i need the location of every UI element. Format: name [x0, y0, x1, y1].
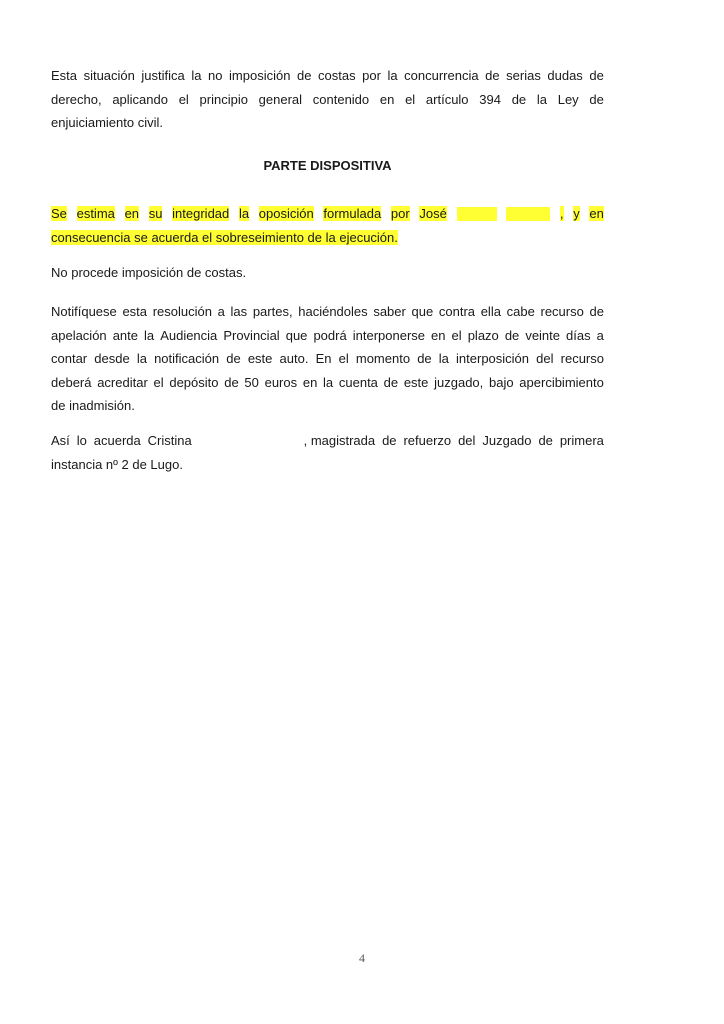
word: auto. [279, 351, 309, 367]
p2-word: su [148, 206, 163, 222]
word: la [536, 91, 547, 107]
word: de [589, 304, 604, 320]
p5-line-1 [51, 429, 604, 453]
p2-word: integridad [172, 206, 230, 222]
page-number: 4 [359, 951, 365, 965]
word: ante [112, 327, 138, 343]
word: haciéndoles [298, 304, 368, 320]
word: bajo [489, 374, 514, 390]
word: este [403, 374, 429, 390]
word: a [217, 304, 225, 320]
p5-word: de [538, 433, 553, 449]
word: de [296, 68, 312, 84]
p2-word: , [559, 206, 564, 222]
paragraph-resolution-highlighted [51, 202, 604, 249]
word: euros [264, 374, 298, 390]
word: del [536, 351, 554, 367]
word: aplicando [112, 91, 168, 107]
word: la [136, 351, 147, 367]
p2-word: estima [76, 206, 115, 222]
word: este [247, 351, 273, 367]
word: resolución [152, 304, 212, 320]
word: deberá [51, 374, 92, 390]
p5-word: de [382, 433, 397, 449]
word: el [451, 327, 462, 343]
word: de [226, 351, 241, 367]
word: momento [355, 351, 411, 367]
p2-word: oposición [258, 206, 314, 222]
word: En [315, 351, 332, 367]
p5-word: primera [559, 433, 604, 449]
word: recurso [540, 304, 584, 320]
word: imposición [229, 68, 291, 84]
p4-line-4 [51, 371, 604, 395]
word: justifica [141, 68, 185, 84]
word: juzgado, [434, 374, 484, 390]
p2-word: la [238, 206, 250, 222]
word: por [362, 68, 381, 84]
p4-line-5: de inadmisión. [51, 398, 135, 414]
word: Provincial [223, 327, 280, 343]
word: Notifíquese [51, 304, 117, 320]
word: días [566, 327, 591, 343]
word: depósito [169, 374, 219, 390]
p5-word: , magistrada [303, 433, 376, 449]
word: que [411, 304, 434, 320]
word: la [387, 68, 398, 84]
paragraph-costas-justification [51, 64, 604, 135]
word: 50 [244, 374, 259, 390]
p5-word: refuerzo [403, 433, 452, 449]
word: de [589, 68, 604, 84]
word: que [285, 327, 308, 343]
word: partes, [252, 304, 293, 320]
word: de [383, 374, 399, 390]
p2-line-2 [51, 226, 604, 250]
word: cabe [506, 304, 535, 320]
p2-line-2-text: consecuencia se acuerda el sobreseimiento de la ejecución. [51, 229, 398, 245]
word: las [230, 304, 248, 320]
word: la [191, 68, 202, 84]
p3-line: No procede imposición de costas. [51, 265, 247, 281]
word: en [431, 327, 446, 343]
word: de [224, 374, 239, 390]
word: principio [199, 91, 248, 107]
p2-line-1 [51, 202, 604, 226]
p1-line-1 [51, 64, 604, 88]
word: concurrencia [404, 68, 479, 84]
paragraph-notification [51, 300, 604, 418]
paragraph-signature [51, 429, 604, 476]
word: Audiencia [160, 327, 218, 343]
word: situación [83, 68, 135, 84]
word: desde [94, 351, 130, 367]
word: el [178, 91, 189, 107]
word: la [323, 374, 334, 390]
word: en [379, 91, 395, 107]
p4-line-1 [51, 300, 604, 324]
p1-line-2 [51, 88, 604, 112]
word: la [438, 351, 449, 367]
p2-word: en [589, 206, 604, 222]
word: Ley [557, 91, 579, 107]
word: 394 [479, 91, 501, 107]
word: veinte [525, 327, 561, 343]
word: el [338, 351, 349, 367]
word: apercibimiento [519, 374, 604, 390]
word: artículo [425, 91, 469, 107]
word: de [485, 68, 500, 84]
p5-word: del [458, 433, 476, 449]
word: el [153, 374, 164, 390]
word: recurso [560, 351, 604, 367]
word: no [208, 68, 223, 84]
word: interponerse [352, 327, 426, 343]
word: en [302, 374, 318, 390]
word: podrá [313, 327, 347, 343]
word: acreditar [97, 374, 148, 390]
word: a [596, 327, 604, 343]
word: costas [318, 68, 356, 84]
word: contenido [312, 91, 370, 107]
p5-word: lo [76, 433, 87, 449]
p2-word: en [124, 206, 140, 222]
section-heading: PARTE DISPOSITIVA [263, 158, 392, 173]
p5-line-2: instancia nº 2 de Lugo. [51, 456, 183, 472]
p4-line-3 [51, 347, 604, 371]
word: de [511, 91, 527, 107]
word: saber [373, 304, 406, 320]
word: la [144, 327, 155, 343]
word: esta [122, 304, 148, 320]
p4-line-2 [51, 324, 604, 348]
word: general [258, 91, 303, 107]
p5-word: Así [51, 433, 70, 449]
word: el [405, 91, 416, 107]
word: de [589, 91, 604, 107]
word: apelación [51, 327, 107, 343]
paragraph-no-costas [51, 261, 604, 285]
p2-word: formulada [323, 206, 382, 222]
word: dudas [547, 68, 583, 84]
word: contar [51, 351, 88, 367]
word: contra [438, 304, 476, 320]
word: cuenta [338, 374, 378, 390]
p5-word: Cristina [147, 433, 192, 449]
p2-word: José [419, 206, 447, 222]
word: derecho, [51, 91, 102, 107]
p2-word: Se [51, 206, 67, 222]
word: ella [480, 304, 501, 320]
redacted-surname-1 [457, 207, 497, 221]
word: notificación [154, 351, 220, 367]
word: plazo [467, 327, 499, 343]
p5-word: acuerda [93, 433, 141, 449]
word: interposición [456, 351, 530, 367]
p1-line-3: enjuiciamiento civil. [51, 115, 163, 131]
word: serias [506, 68, 541, 84]
p2-word: y [573, 206, 580, 222]
word: de [417, 351, 432, 367]
word: de [504, 327, 520, 343]
redacted-surname-2 [506, 207, 550, 221]
p2-word: por [390, 206, 410, 222]
word: Esta [51, 68, 78, 84]
p5-word: Juzgado [482, 433, 532, 449]
